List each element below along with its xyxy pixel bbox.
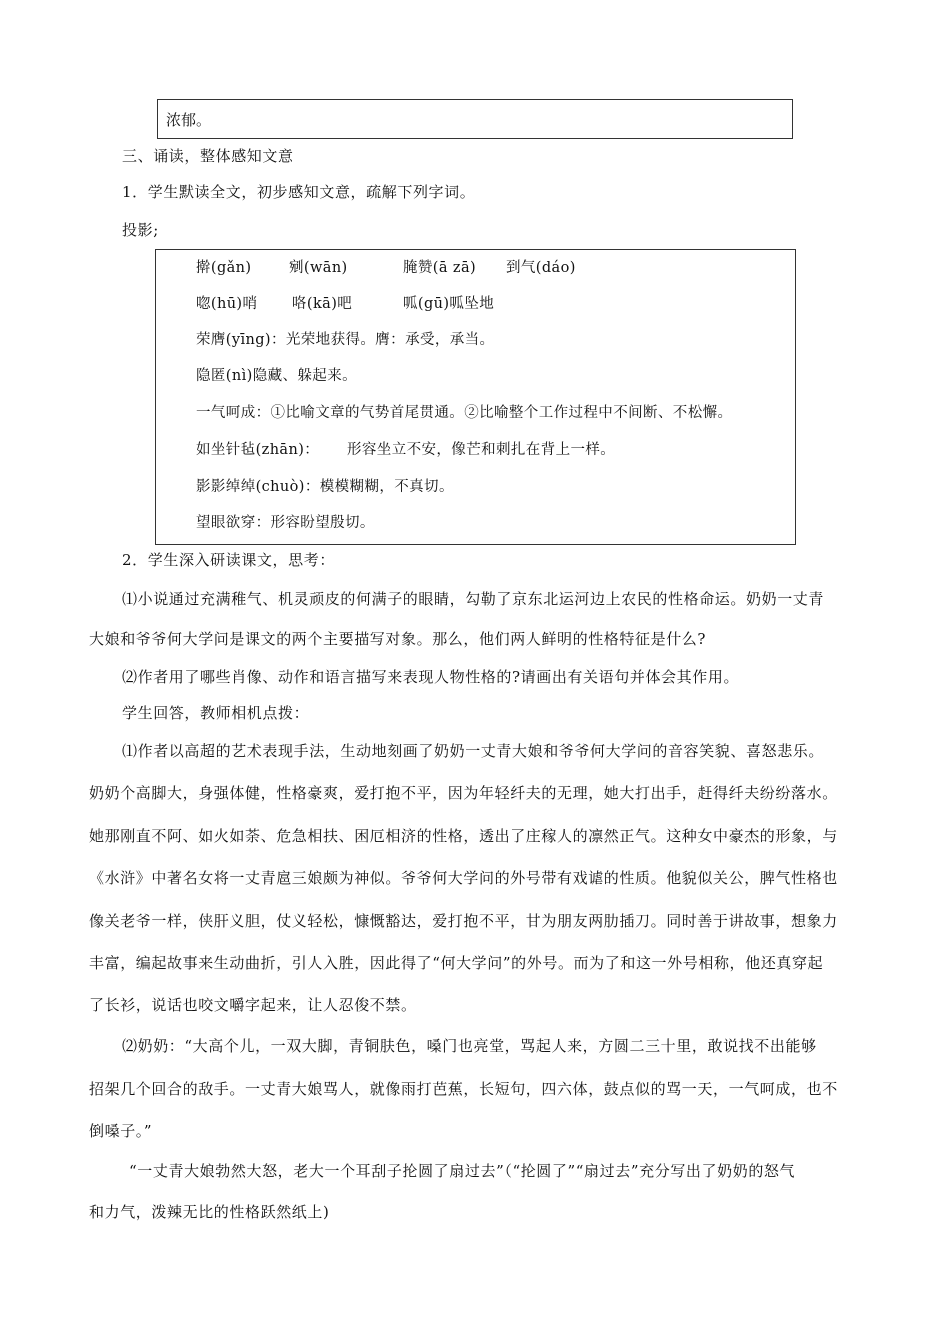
vocab-word: 咯(kā)吧: [292, 296, 353, 312]
answer-2-line: ⑵奶奶：“大高个儿，一双大脚，青铜肤色，嗓门也亮堂，骂起人来，方圆二三十里，敢说找不出能够: [122, 1037, 817, 1055]
section-heading: 三、诵读，整体感知文意: [122, 147, 294, 165]
answer-1-line: 奶奶个高脚大，身强体健，性格豪爽，爱打抱不平，因为年轻纤夫的无理，她大打出手，赶得纤夫纷纷落水。: [89, 784, 838, 802]
projection-label: 投影;: [122, 221, 159, 239]
box-text: 浓郁。: [166, 111, 212, 129]
vocab-word: 到气(dáo): [506, 260, 576, 276]
answer-3-line: “一丈青大娘勃然大怒，老大一个耳刮子抡圆了扇过去”（“抡圆了”“扇过去”充分写出了奶奶的怒气: [129, 1162, 796, 1180]
vocab-word: 剜(wān): [289, 260, 348, 276]
answer-1-line: 像关老爷一样，侠肝义胆，仗义轻松，慷慨豁达，爱打抱不平，甘为朋友两肋插刀。同时善于讲故事，想象力: [89, 912, 838, 930]
answer-1-line: 《水浒》中著名女将一丈青扈三娘颇为神似。爷爷何大学问的外号带有戏谑的性质。他貌似关公，脾气性格也: [89, 869, 838, 887]
vocab-definition: 荣膺(yīng)：光荣地获得。膺：承受，承当。: [196, 332, 495, 348]
top-continuation-box: [157, 99, 793, 139]
answer-heading: 学生回答，教师相机点拨：: [122, 704, 310, 722]
answer-1-line: 了长衫，说话也咬文嚼字起来，让人忍俊不禁。: [89, 996, 417, 1014]
question-1-line: 大娘和爷爷何大学问是课文的两个主要描写对象。那么，他们两人鲜明的性格特征是什么?: [89, 630, 707, 648]
vocab-term: 如坐针毡(zhān)：: [196, 442, 320, 458]
vocab-definition: 影影绰绰(chuò)：模模糊糊，不真切。: [196, 479, 454, 495]
vocab-definition: 形容坐立不安，像芒和刺扎在背上一样。: [347, 442, 616, 458]
vocab-definition: 一气呵成：①比喻文章的气势首尾贯通。②比喻整个工作过程中不间断、不松懈。: [196, 405, 733, 421]
answer-1-line: 丰富，编起故事来生动曲折，引人入胜，因此得了“何大学问”的外号。而为了和这一外号相称，他还真穿起: [89, 954, 824, 972]
vocab-word: 呱(gū)呱坠地: [403, 296, 495, 312]
vocab-word: 擀(gǎn): [196, 260, 252, 276]
answer-1-line: ⑴作者以高超的艺术表现手法，生动地刻画了奶奶一丈青大娘和爷爷何大学问的音容笑貌、喜怒悲乐。: [122, 742, 825, 760]
answer-2-line: 招架几个回合的敌手。一丈青大娘骂人，就像雨打芭蕉，长短句，四六体，鼓点似的骂一天，一气呵成，也不: [89, 1080, 838, 1098]
answer-1-line: 她那刚直不阿、如火如荼、危急相扶、困厄相济的性格，透出了庄稼人的凛然正气。这种女中豪杰的形象，与: [89, 827, 838, 845]
question-1-line: ⑴小说通过充满稚气、机灵顽皮的何满子的眼睛，勾勒了京东北运河边上农民的性格命运。奶奶一丈青: [122, 590, 825, 608]
vocab-definition: 望眼欲穿：形容盼望殷切。: [196, 515, 375, 531]
item-1: 1．学生默读全文，初步感知文意，疏解下列字词。: [122, 183, 476, 201]
answer-2-line: 倒嗓子。”: [89, 1122, 153, 1140]
vocab-word: 唿(hū)哨: [196, 296, 258, 312]
vocab-word: 腌赞(ā zā): [403, 260, 477, 276]
vocabulary-box: [155, 249, 796, 545]
item-2-heading: 2．学生深入研读课文，思考：: [122, 551, 335, 569]
question-2: ⑵作者用了哪些肖像、动作和语言描写来表现人物性格的?请画出有关语句并体会其作用。: [122, 668, 740, 686]
answer-3-line: 和力气，泼辣无比的性格跃然纸上): [89, 1203, 330, 1221]
vocab-definition: 隐匿(nì)隐藏、躲起来。: [196, 368, 357, 384]
